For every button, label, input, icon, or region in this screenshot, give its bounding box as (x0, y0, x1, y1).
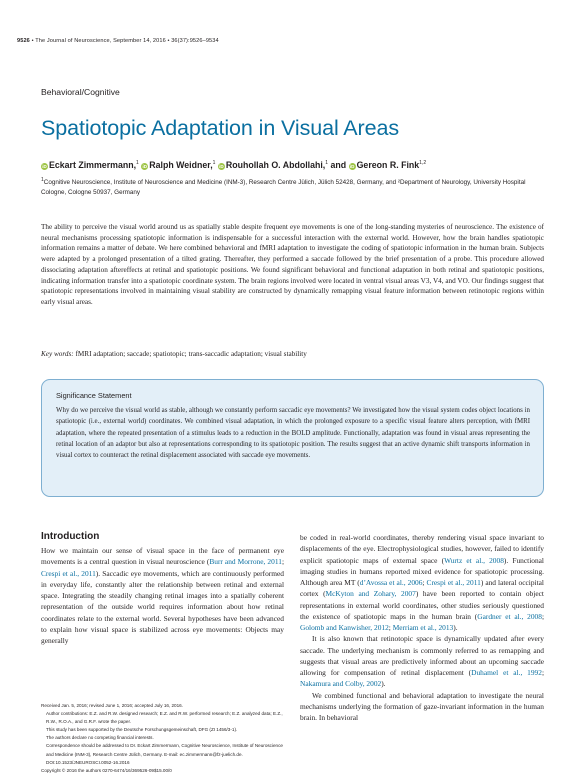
authors-conjunction: and (330, 160, 347, 170)
affiliations (41, 175, 546, 199)
significance-heading: Significance Statement (56, 391, 132, 400)
intro-text: It is also known that retinotopic space is dynamically updated after every saccade. The underlying mechanism is commonly referred to as remapping and suggests that visual areas are predictively informed about an upcoming saccade allowing for compensation of retinal displacement ( (300, 634, 544, 677)
author-list (41, 160, 426, 170)
author-1[interactable] (41, 160, 139, 170)
footnote-copyright: Copyright © 2016 the authors 0270-6474/16/369526-09$15.00/0 (41, 767, 172, 773)
intro-text: How we maintain our sense of visual space in the face of permanent eye movements is a central question in visual neuroscience ( (41, 546, 284, 567)
author-2[interactable] (141, 160, 215, 170)
keywords-label: Key words: (41, 350, 74, 358)
intro-text: ; (281, 557, 284, 567)
author-4[interactable] (349, 160, 427, 170)
intro-paragraph (300, 690, 544, 724)
intro-text: ; (422, 578, 427, 587)
affiliation-sup: 1 (41, 177, 44, 183)
author-affiliation-sup: 1 (136, 160, 139, 167)
intro-paragraph (300, 633, 544, 689)
citation-link[interactable]: Nakamura and Colby, 2002 (300, 679, 382, 689)
page-number: 9526 (17, 38, 30, 44)
citation-link[interactable]: d’Avossa et al., 2006 (359, 578, 423, 587)
citation-link[interactable]: Merriam et al., 2013 (392, 623, 454, 632)
citation-link[interactable]: Gardner et al., 2008 (477, 611, 542, 621)
intro-text: We combined functional and behavioral adaptation to investigate the neural mechanisms underlying the formation of gaze-invariant information in the human brain. In behavioral (300, 690, 544, 722)
orcid-icon[interactable]: iD (142, 164, 148, 169)
significance-statement-box (41, 379, 544, 497)
citation-link[interactable]: McKyton and Zohary, 2007 (325, 589, 416, 599)
footnote-correspondence: Correspondence should be addressed to Dr. Eckart Zimmermann, Cognitive Neuroscience, Institute of Neuroscience and Medicine (INM-3), Research Centre Jülich, Germany. E-mail: ec.zimmermann@fz-juelich.de. (46, 743, 283, 757)
author-3[interactable] (218, 160, 328, 170)
citation-link[interactable]: Duhamel et al., 1992 (471, 668, 542, 677)
author-name: Ralph Weidner, (149, 160, 213, 170)
article-title: Spatiotopic Adaptation in Visual Areas (41, 116, 399, 140)
keywords-text: fMRI adaptation; saccade; spatiotopic; trans-saccadic adaptation; visual stability (75, 350, 307, 358)
significance-body: Why do we perceive the visual world as stable, although we constantly perform saccadic eye movements? We investigated how the visual system codes object locations in spatiotopic (i.e., external world) coordinates. We combined visual adaptation, in which the prolonged exposure to a specific visual feature alters perception, with fMRI adaptation, where the repeated presentation of a stimulus leads to a reduction in the BOLD amplitude. Functionally, adaptation was found in visual areas representing the retinal location of an adaptor but also at representations corresponding to its spatiotopic position. The results suggest that an active dynamic shift transports information in visual cortex to counteract the retinal displacement associated with saccade eye movements. (56, 407, 530, 460)
footnote-received: Received Jan. 5, 2016; revised June 1, 2016; accepted July 16, 2016. (41, 703, 183, 708)
journal-citation: • The Journal of Neuroscience, September 14, 2016 • 36(37):9526–9534 (31, 38, 219, 44)
introduction-left-column (41, 545, 284, 647)
orcid-icon[interactable]: iD (42, 164, 47, 169)
running-head (17, 38, 219, 44)
intro-text: ) and lateral occipital cortex ( (300, 578, 544, 599)
citation-link[interactable]: Crespi et al., 2011 (41, 568, 96, 578)
footnote-contributions-cont: R.W., R.O.A., and G.R.F. wrote the paper. (46, 719, 132, 725)
author-name: Gereon R. Fink (356, 160, 420, 170)
footnote-contributions: Author contributions: E.Z. and R.W. designed research; E.Z. and R.W. performed research; E.Z. analyzed data; E.Z., (46, 711, 283, 717)
intro-text: be coded in real-world coordinates, thereby rendering visual space invariant to displacements of the eye. Electrophysiological studies, however, failed to identify explicit spatiotopic maps of external space ( (300, 533, 544, 565)
intro-text: ). (453, 623, 458, 632)
footnote-funding: This study has been supported by the Deutsche Forschungsgemeinschaft, DFG (ZI 1456/3-1). (46, 727, 238, 733)
citation-link[interactable]: Wurtz et al., 2008 (444, 555, 504, 565)
intro-paragraph (300, 532, 544, 633)
intro-text: ; (541, 611, 544, 621)
author-affiliation-sup: 1 (212, 160, 216, 167)
intro-text: ). Saccadic eye movements, which are continuously performed in everyday life, constantly alter the relationship between retinal and external space. Integrating the steadily changing retinal images into a spatially coherent representation of the outside world requires information about how retinal coordinates relate to the external world. Several hypotheses have been advanced to explain how visual space is stabilized across eye movements: Objects may generally (41, 568, 284, 646)
section-label: Behavioral/Cognitive (41, 87, 120, 97)
citation-link[interactable]: Crespi et al., 2011 (426, 578, 481, 587)
intro-text: ). Functional imaging studies in humans reported mixed evidence for spatiotopic processing. Although area MT ( (300, 555, 544, 587)
footnote-doi: DOI:10.1523/JNEUROSCI.0052-16.2016 (46, 759, 130, 765)
orcid-icon[interactable]: iD (349, 164, 355, 169)
footnote-competing-interests: The authors declare no competing financial interests. (46, 735, 154, 741)
citation-link[interactable]: Golomb and Kanwisher, 2012 (300, 623, 389, 632)
author-affiliation-sup: 1 (325, 160, 329, 167)
intro-text: ; (541, 668, 544, 677)
author-name: Eckart Zimmermann, (49, 160, 137, 170)
abstract: The ability to perceive the visual world around us as spatially stable despite frequent eye movements is one of the long-standing mysteries of neuroscience. The existence of neural mechanisms processing spatiotopic information is indispensable for a successful interaction with the external world. However, how the brain handles spatiotopic information remains a matter of debate. We here combined behavioral and fMRI adaptation to investigate the coding of spatiotopic information in the human brain. Subjects were adapted by a prolonged presentation of a tilted grating. Thereafter, they performed a saccade followed by the brief presentation of a probe. This procedure allowed dissociating adaptation aftereffects at retinal and spatiotopic positions. We found significant behavioral and functional adaptation in both retinal and spatiotopic positions, indicating information transfer into a spatiotopic coordinate system. The brain regions involved were located in ventral visual areas V3, V4, and VO. Our findings suggest that spatiotopic representations involved in maintaining visual stability are constructed by dynamically remapping visual feature information between retinotopic regions within early visual areas. (41, 223, 544, 306)
keywords (41, 350, 307, 358)
article-footnote (41, 702, 286, 775)
intro-text: ) have been reported to contain object representations in external world coordinates, other studies seriously questioned the existence of spatiotopic maps in the human brain ( (300, 589, 544, 621)
orcid-icon[interactable]: iD (219, 164, 224, 169)
intro-text: ). (381, 679, 386, 689)
intro-text: ; (388, 623, 393, 632)
affiliations-text: Cognitive Neuroscience, Institute of Neuroscience and Medicine (INM-3), Research Centre Jülich, Jülich 52428, Germany, and ²Department of Neurology, University Hospital Cologne, Cologne 50937, Germany (41, 179, 526, 197)
citation-link[interactable]: Burr and Morrone, 2011 (209, 557, 282, 567)
introduction-right-column (300, 532, 544, 723)
author-affiliation-sup: 1,2 (419, 160, 427, 167)
introduction-heading: Introduction (41, 531, 100, 542)
author-name: Rouhollah O. Abdollahi, (225, 160, 326, 170)
